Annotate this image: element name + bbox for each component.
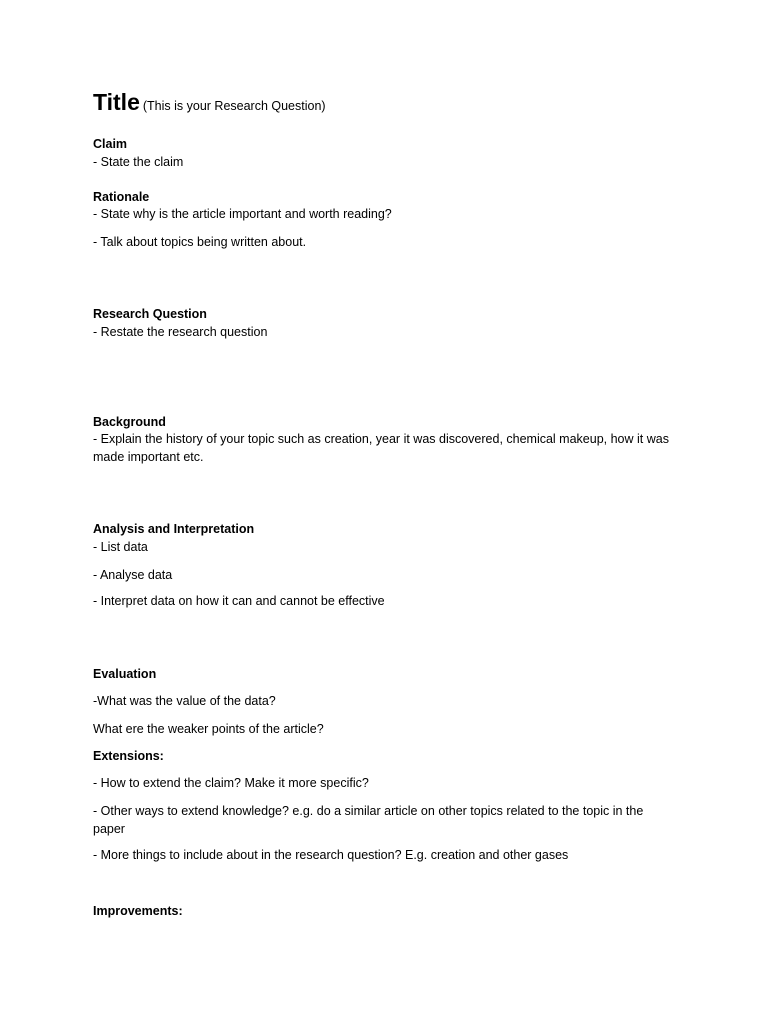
extensions-heading: Extensions: [93,749,164,763]
analysis-item: - List data [93,540,148,554]
research-question-item: - Restate the research question [93,325,268,339]
document-title-note: (This is your Research Question) [142,99,326,113]
improvements-heading: Improvements: [93,904,183,918]
analysis-heading: Analysis and Interpretation [93,522,255,536]
document-title-line [93,87,326,117]
document-title: Title [93,89,140,115]
rationale-item: - Talk about topics being written about. [93,235,307,249]
rationale-item: - State why is the article important and worth reading? [93,207,392,221]
extensions-item: - How to extend the claim? Make it more specific? [93,776,369,790]
evaluation-item: -What was the value of the data? [93,694,276,708]
background-heading: Background [93,415,166,429]
background-item: - Explain the history of your topic such as creation, year it was discovered, chemical makeup, how it was made important etc. [93,432,669,464]
rationale-heading: Rationale [93,190,150,204]
claim-item: - State the claim [93,155,184,169]
claim-heading: Claim [93,137,128,151]
analysis-item: - Analyse data [93,568,173,582]
extensions-item: - Other ways to extend knowledge? e.g. do a similar article on other topics related to the topic in the paper [93,804,644,836]
evaluation-heading: Evaluation [93,667,157,681]
extensions-item: - More things to include about in the research question? E.g. creation and other gases [93,848,569,862]
evaluation-item: What ere the weaker points of the article? [93,722,324,736]
research-question-heading: Research Question [93,307,207,321]
analysis-item: - Interpret data on how it can and cannot be effective [93,594,385,608]
